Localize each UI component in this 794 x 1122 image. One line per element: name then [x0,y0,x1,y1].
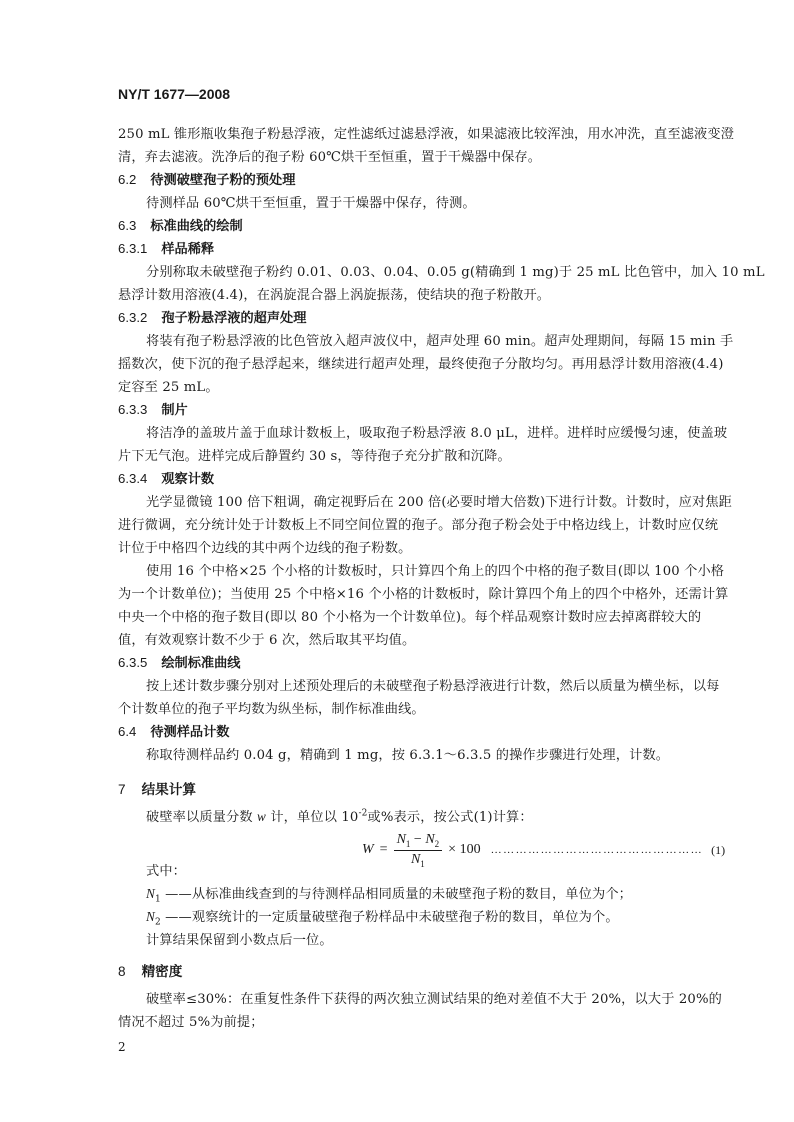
subscript: 2 [434,838,440,849]
paragraph-line: 情况不超过 5%为前提； [118,1015,264,1030]
section-heading-6-3-5 [118,652,240,671]
section-heading-6-3-4 [118,468,214,487]
section-heading-6-3 [118,215,243,234]
section-number: 6.3.2 [118,310,148,325]
definition-text: ——观察统计的一定质量破壁孢子粉样品中未破壁孢子粉的数目，单位为个。 [160,910,619,925]
section-number: 8 [118,964,126,979]
section-title: 样品稀释 [161,242,215,257]
minus-sign: − [410,832,426,847]
paragraph-line: 按上述计数步骤分别对上述预处理后的未破壁孢子粉悬浮液进行计数，然后以质量为横坐标，以每 [146,679,720,694]
section-heading-6-3-3 [118,399,188,418]
section-title: 待测样品计数 [150,725,230,740]
subscript: 2 [154,917,161,928]
paragraph-line: 将洁净的盖玻片盖于血球计数板上，吸取孢子粉悬浮液 8.0 μL，进样。进样时应缓慢匀速，使盖玻 [146,426,728,441]
paragraph-line: 破壁率≤30%：在重复性条件下获得的两次独立测试结果的绝对差值不大于 20%，以大于 20%的 [146,992,722,1007]
var-n: N [410,851,421,867]
paragraph-line: 摇数次，使下沉的孢子悬浮起来，继续进行超声处理，最终使孢子分散均匀。再用悬浮计数用溶液(4.4) [118,357,724,372]
section-number: 7 [118,782,126,797]
leader-dots: …………………………………………… [490,844,704,857]
page-number: 2 [118,1040,126,1054]
equation-number: (1) [711,842,726,857]
section-heading-8 [118,960,182,980]
section-title: 制片 [161,403,188,418]
paragraph-line: 悬浮计数用溶液(4.4)，在涡旋混合器上涡旋振荡，使结块的孢子粉散开。 [118,288,551,303]
paragraph-line: 250 mL 锥形瓶收集孢子粉悬浮液，定性滤纸过滤悬浮液，如果滤液比较浑浊，用水冲洗，直至滤液变澄 [118,127,735,142]
paragraph-line: 将装有孢子粉悬浮液的比色管放入超声波仪中，超声处理 60 min。超声处理期间，每隔 15 min 手 [146,334,734,349]
definition-text: ——从标准曲线查到的与待测样品相同质量的未破壁孢子粉的数目，单位为个； [160,887,632,902]
definition-n2 [146,906,619,928]
document-code: NY/T 1677—2008 [118,86,231,102]
section-heading-6-4 [118,721,229,740]
paragraph-line: 计算结果保留到小数点后一位。 [146,933,333,948]
paragraph-line: 清，弃去滤液。洗净后的孢子粉 60℃烘干至恒重，置于干燥器中保存。 [118,150,542,165]
var-n: N [425,832,435,847]
subscript: 1 [154,894,161,905]
paragraph-line: 为一个计数单位)；当使用 25 个中格×16 个小格的计数板时，除计算四个角上的四个中格外，还需计算 [118,587,729,602]
section-title: 精密度 [141,964,183,980]
fraction [394,832,443,869]
section-title: 标准曲线的绘制 [150,219,243,234]
section-title: 观察计数 [161,472,215,487]
var-n: N [146,909,155,924]
paragraph-line: 计位于中格四个边线的其中两个边线的孢子粉数。 [118,541,412,556]
paragraph-line: 值，有效观察计数不少于 6 次，然后取其平均值。 [118,633,416,648]
section-number: 6.3.5 [118,655,148,670]
paragraph-line: 片下无气泡。进样完成后静置约 30 s，等待孢子充分扩散和沉降。 [118,449,511,464]
where-label: 式中： [146,864,187,879]
subscript: 1 [420,858,425,869]
superscript: -2 [358,808,368,819]
var-n: N [396,832,406,847]
section-number: 6.3.1 [118,241,148,256]
paragraph-line: 进行微调，充分统计处于计数板上不同空间位置的孢子。部分孢子粉会处于中格边线上，计数时应仅统 [118,518,719,533]
paragraph-line: 光学显微镜 100 倍下粗调，确定视野后在 200 倍(必要时增大倍数)下进行计数。计数时，应对焦距 [146,495,733,510]
section-title: 绘制标准曲线 [161,656,241,671]
section-title: 结果计算 [141,782,196,798]
times-100: × 100 [448,842,481,858]
section-heading-6-3-2 [118,307,306,326]
paragraph-line: 称取待测样品约 0.04 g，精确到 1 mg，按 6.3.1～6.3.5 的操作步骤进行处理，计数。 [146,748,670,763]
text-run: 破壁率以质量分数 [146,810,258,825]
section-title: 孢子粉悬浮液的超声处理 [161,311,307,326]
text-run: 计，单位以 10 [266,810,359,825]
text-run: 或%表示，按公式(1)计算： [367,810,533,825]
section-number: 6.4 [118,724,137,739]
paragraph-line: 使用 16 个中格×25 个小格的计数板时，只计算四个角上的四个中格的孢子数目(即以 100 个小格 [146,564,725,579]
formula [362,832,725,869]
fraction-numerator [394,832,443,851]
definition-n1 [146,883,632,905]
paragraph-line: 定容至 25 mL。 [118,380,219,395]
fraction-denominator [394,851,443,869]
equals-sign: = [379,842,388,858]
subscript: 1 [405,838,411,849]
section-number: 6.2 [118,172,137,187]
formula-lhs: W [362,842,374,858]
section-title: 待测破壁孢子粉的预处理 [150,173,296,188]
section-number: 6.3 [118,218,137,233]
paragraph-line: 中央一个中格的孢子数目(即以 80 个小格为一个计数单位)。每个样品观察计数时应去掉离群较大的 [118,610,702,625]
variable-w: w [257,809,266,824]
section-heading-6-2 [118,169,295,188]
var-n: N [146,886,155,901]
section-number: 6.3.4 [118,471,148,486]
section-heading-6-3-1 [118,238,214,257]
paragraph-line: 个计数单位的孢子平均数为纵坐标，制作标准曲线。 [118,702,425,717]
section-number: 6.3.3 [118,402,148,417]
paragraph-line [146,806,533,825]
paragraph-line: 分别称取未破壁孢子粉约 0.01、0.03、0.04、0.05 g(精确到 1 mg)于 25 mL 比色管中，加入 10 mL [146,265,765,280]
section-heading-7 [118,778,196,798]
paragraph-line: 待测样品 60℃烘干至恒重，置于干燥器中保存，待测。 [146,196,476,211]
